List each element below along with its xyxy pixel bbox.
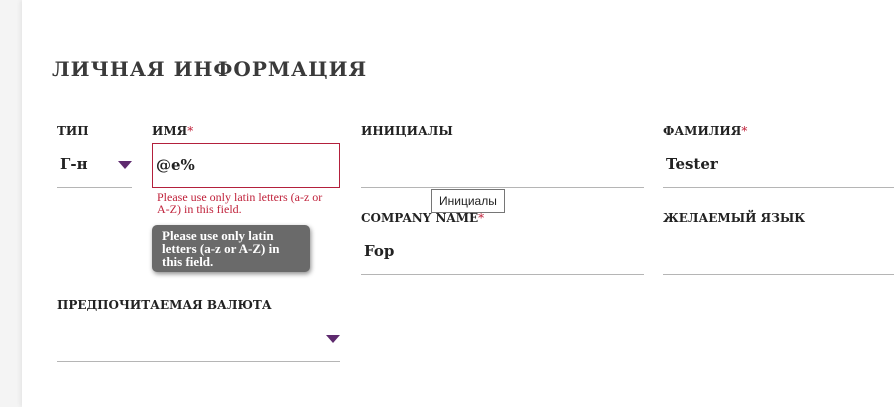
preferred-currency-label: [57, 298, 272, 312]
company-name-label-text: COMPANY NAME: [361, 211, 479, 225]
title-label: [57, 124, 89, 138]
first-name-input[interactable]: [152, 143, 340, 188]
company-name-input[interactable]: [361, 230, 644, 275]
first-name-error-message: Please use only latin letters (a-z or A-Z) in this field.: [157, 190, 323, 216]
preferred-currency-select[interactable]: [57, 317, 340, 362]
last-name-value: Tester: [666, 155, 718, 173]
first-name-label-text: ИМЯ: [152, 124, 188, 138]
chevron-down-icon: [118, 161, 132, 169]
last-name-input[interactable]: [663, 143, 894, 188]
title-label-text: ТИП: [57, 124, 89, 138]
required-mark: *: [187, 124, 194, 138]
initials-input[interactable]: [361, 143, 644, 188]
preferred-language-label-text: ЖЕЛАЕМЫЙ ЯЗЫК: [663, 211, 806, 225]
first-name-value: @e%: [156, 156, 195, 174]
company-name-value: Fop: [364, 242, 395, 260]
section-title: ЛИЧНАЯ ИНФОРМАЦИЯ: [52, 57, 368, 81]
preferred-language-select[interactable]: [663, 230, 894, 275]
initials-label-text: ИНИЦИАЛЫ: [361, 124, 453, 138]
title-select-value: Г-н: [60, 155, 88, 173]
company-name-label: [361, 211, 484, 225]
first-name-error-tooltip: Please use only latin letters (a-z or A-Z) in this field.: [152, 225, 310, 272]
last-name-label-text: ФАМИЛИЯ: [663, 124, 742, 138]
required-mark: *: [741, 124, 748, 138]
chevron-down-icon: [326, 335, 340, 343]
preferred-currency-label-text: ПРЕДПОЧИТАЕМАЯ ВАЛЮТА: [57, 298, 272, 312]
required-mark: *: [478, 211, 485, 225]
initials-tooltip: Инициалы: [431, 189, 505, 213]
first-name-label: [152, 124, 193, 138]
title-select[interactable]: [57, 143, 132, 188]
preferred-language-label: [663, 211, 805, 225]
last-name-label: [663, 124, 747, 138]
initials-label: [361, 124, 453, 138]
